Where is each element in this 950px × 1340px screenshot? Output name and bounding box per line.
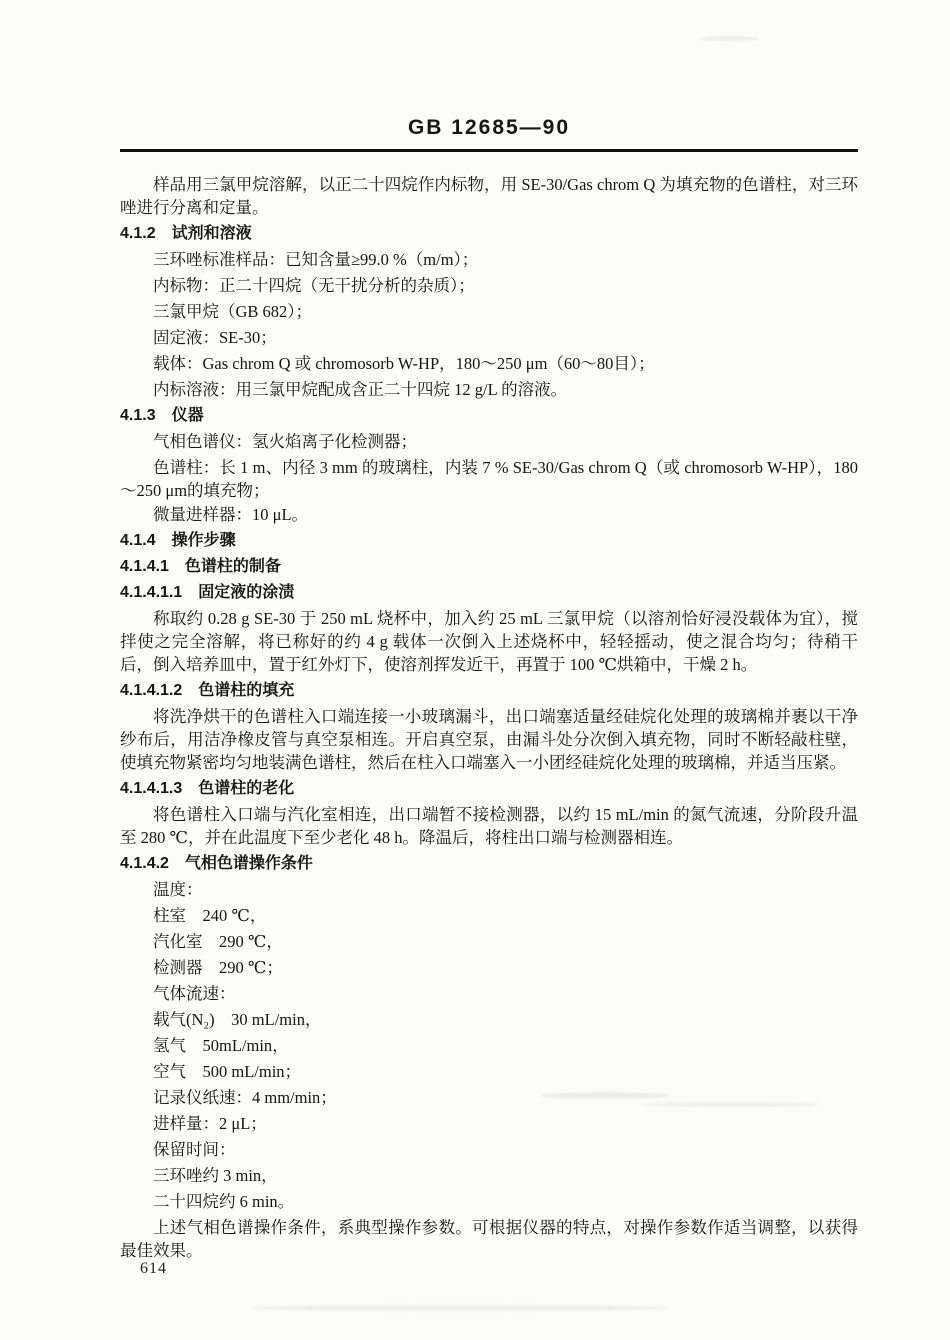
list-line: 内标物：正二十四烷（无干扰分析的杂质）； [153, 276, 475, 295]
list-line: 二十四烷约 6 min。 [153, 1192, 295, 1211]
section-heading: 4.1.4.1 色谱柱的制备 [120, 558, 281, 575]
list-line: 保留时间： [153, 1140, 236, 1159]
section-heading: 4.1.4.2 气相色谱操作条件 [120, 855, 313, 872]
list-line: 载体：Gas chrom Q 或 chromosorb W-HP，180～250 μm（60～80目）； [153, 354, 655, 373]
list-line: 进样量：2 μL； [153, 1114, 267, 1133]
scan-artifact [540, 1092, 670, 1099]
header-rule [120, 149, 858, 152]
list-line: 三环唑约 3 min， [153, 1166, 278, 1185]
paragraph: 将色谱柱入口端与汽化室相连，出口端暂不接检测器，以约 15 mL/min 的氮气流速，分阶段升温至 280 ℃，并在此温度下至少老化 48 h。降温后，将柱出口端与检测器相连。 [120, 805, 858, 847]
paragraph: 称取约 0.28 g SE-30 于 250 mL 烧杯中，加入约 25 mL 三氯甲烷（以溶剂恰好浸没载体为宜），搅拌使之完全溶解，将已称好的约 4 g 载体一次倒入上述烧杯中，轻轻摇动，使之混合均匀；待稍干后，倒入培养皿中，置于红外灯下，使溶剂挥发近干，再置于 100 ℃烘箱中，干燥 2 h。 [120, 609, 858, 674]
list-line: 氢气 50mL/min， [153, 1036, 289, 1055]
section-heading: 4.1.4.1.1 固定液的涂渍 [120, 584, 295, 601]
paragraph: 上述气相色谱操作条件，系典型操作参数。可根据仪器的特点，对操作参数作适当调整，以获得最佳效果。 [120, 1218, 858, 1260]
section-heading: 4.1.4.1.2 色谱柱的填充 [120, 682, 295, 699]
section-heading: 4.1.3 仪器 [120, 407, 204, 424]
list-line: 记录仪纸速：4 mm/min； [153, 1088, 337, 1107]
paragraph: 样品用三氯甲烷溶解，以正二十四烷作内标物，用 SE-30/Gas chrom Q 为填充物的色谱柱，对三环唑进行分离和定量。 [120, 175, 858, 217]
list-line: 内标溶液：用三氯甲烷配成含正二十四烷 12 g/L 的溶液。 [153, 380, 568, 399]
section-heading: 4.1.2 试剂和溶液 [120, 225, 252, 242]
scan-artifact [640, 1102, 820, 1107]
paragraph: 色谱柱：长 1 m、内径 3 mm 的玻璃柱，内装 7 % SE-30/Gas chrom Q（或 chromosorb W-HP），180～250 μm的填充物； [120, 458, 858, 500]
standard-number: GB 12685—90 [407, 116, 571, 139]
list-line: 固定液：SE-30； [153, 328, 277, 347]
list-line: 空气 500 mL/min； [153, 1062, 302, 1081]
page-number: 614 [140, 1260, 167, 1277]
paragraph: 将洗净烘干的色谱柱入口端连接一小玻璃漏斗，出口端塞适量经硅烷化处理的玻璃棉并裹以干净纱布后，用洁净橡皮管与真空泵相连。开启真空泵，由漏斗处分次倒入填充物，同时不断轻敲柱壁，使填充物紧密均匀地装满色谱柱，然后在柱入口端塞入一小团经硅烷化处理的玻璃棉，并适当压紧。 [120, 707, 858, 772]
list-line: 汽化室 290 ℃， [153, 932, 283, 951]
scan-artifact [700, 36, 760, 41]
list-line: 气体流速： [153, 984, 236, 1003]
document-body [120, 173, 858, 1262]
list-line: 检测器 290 ℃； [153, 958, 283, 977]
list-line: 微量进样器：10 μL。 [153, 505, 309, 524]
list-line: 柱室 240 ℃， [153, 906, 267, 925]
section-heading: 4.1.4.1.3 色谱柱的老化 [120, 780, 295, 797]
list-line: 载气(N₂) 30 mL/min， [153, 1010, 322, 1029]
list-line: 三环唑标准样品：已知含量≥99.0 %（m/m）； [153, 250, 479, 269]
document-header [120, 116, 858, 152]
list-line: 三氯甲烷（GB 682）； [153, 302, 313, 321]
scan-artifact [250, 1305, 670, 1311]
section-heading: 4.1.4 操作步骤 [120, 532, 236, 549]
list-line: 温度： [153, 880, 203, 899]
list-line: 气相色谱仪：氢火焰离子化检测器； [153, 432, 417, 451]
